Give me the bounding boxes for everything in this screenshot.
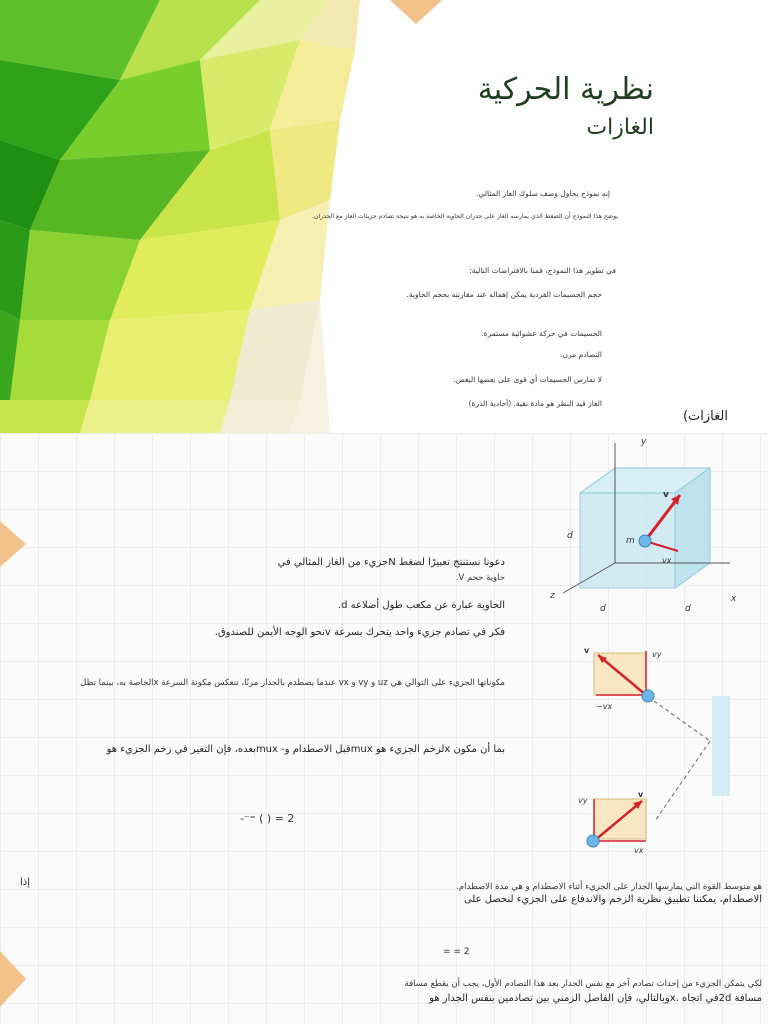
edge-d-bottom-2: d (685, 604, 691, 614)
axis-x-label: x (731, 594, 737, 604)
assumption-2: الجسيمات في حركة عشوائية مستمرة. (481, 329, 602, 338)
bottom-vx-label: vx (634, 846, 644, 855)
derivation-intro: دعونا نستنتج تعبيرًا لضغط Nجزيء من الغاز المثالي في (277, 557, 505, 568)
momentum-change-statement: بما أن مكون xلزخم الجزيء هو muxقبل الاصطدام و- muxبعده، فإن التغير في زخم الجزيء هو (106, 744, 505, 755)
top-vy-label: vy (652, 650, 662, 659)
time-interval-statement: مسافة 2dفي اتجاه .xوبالتالي، فإن الفاصل الزمني بين تصادمين بنفس الجدار هو (429, 993, 762, 1004)
velocity-vx-label: vx (662, 556, 672, 565)
top-v-label: v (584, 646, 590, 655)
assumption-5: الغاز قيد النظر هو مادة نقية. (أحادية الذرة) (468, 399, 602, 408)
derivation-volume: حاوية حجم V. (455, 573, 505, 583)
bullet-1: إنه نموذج يحاول وصف سلوك الغاز المثالي. (476, 189, 610, 198)
axis-y-label: y (641, 437, 647, 447)
impulse-statement: الاصطدام، يمكننا تطبيق نظرية الزخم والاندفاع على الجزيء لنحصل على (463, 894, 762, 905)
top-neg-vx-label: −vx (596, 702, 613, 711)
top-accent-triangle (390, 0, 442, 24)
collision-statement: فكر في تصادم جزيء واحد يتحرك بسرعة vنحو الوجه الأيمن للصندوق. (214, 627, 505, 638)
left-accent-triangle-2 (0, 951, 26, 1007)
distance-statement: لكي يتمكن الجزيء من إحداث تصادم آخر مع نفس الجدار بعد هذا التصادم الأول، يجب أن يقطع مسافة (404, 979, 762, 989)
slide-1 (0, 0, 768, 433)
assumption-4: لا تمارس الجسيمات أي قوى على بعضها البعض. (453, 375, 602, 384)
equation-1: -⁻⁼ ( ) = 2 (240, 812, 295, 825)
cube-statement: الحاوية عبارة عن مكعب طول أضلاعه d. (337, 600, 505, 611)
bullet-2: يوضح هذا النموذج أن الضغط الذي يمارسه الغاز على جدران الحاوية الخاصة به هو نتيجة تصادم جزيئات الغاز مع الجدران. (312, 213, 618, 220)
cube-figure (545, 433, 745, 618)
edge-d-left: d (567, 531, 573, 541)
assumption-3: التصادم مرن. (560, 350, 602, 359)
axis-z-label: z (550, 591, 555, 601)
bullet-3: في تطوير هذا النموذج، قمنا بالافتراضات التالية: (469, 266, 616, 275)
slide-2 (0, 409, 768, 1024)
collision-figure (570, 641, 740, 866)
edge-d-bottom-1: d (600, 604, 606, 614)
slide-title: نظرية الحركية (477, 72, 654, 107)
left-accent-triangle-1 (0, 521, 26, 567)
green-polygon-art (0, 0, 360, 433)
velocity-v-label: v (663, 490, 669, 500)
if-label: إذا (19, 877, 30, 888)
equation-2: = = 2 (443, 947, 470, 957)
slide-subtitle: الغازات (586, 115, 654, 140)
average-force-statement: هو متوسط القوة التي يمارسها الجدار على الجزيء أثناء الاصطدام و هي مدة الاصطدام. (456, 882, 762, 892)
assumption-1: حجم الجسيمات الفردية يمكن إهماله عند مقارنته بحجم الحاوية. (406, 290, 602, 299)
mass-m-label: m (626, 536, 635, 546)
bottom-v-label: v (638, 790, 644, 799)
bottom-vy-label: vy (578, 796, 588, 805)
components-statement: مكوناتها الجزيء على التوالي هي uz و vy و vx عندما يصطدم بالجدار مرنًا، تنعكس مكونة السرعة xالخاصة به، بينما تظل (80, 678, 505, 688)
slide-2-heading: الغازات) (682, 409, 728, 424)
